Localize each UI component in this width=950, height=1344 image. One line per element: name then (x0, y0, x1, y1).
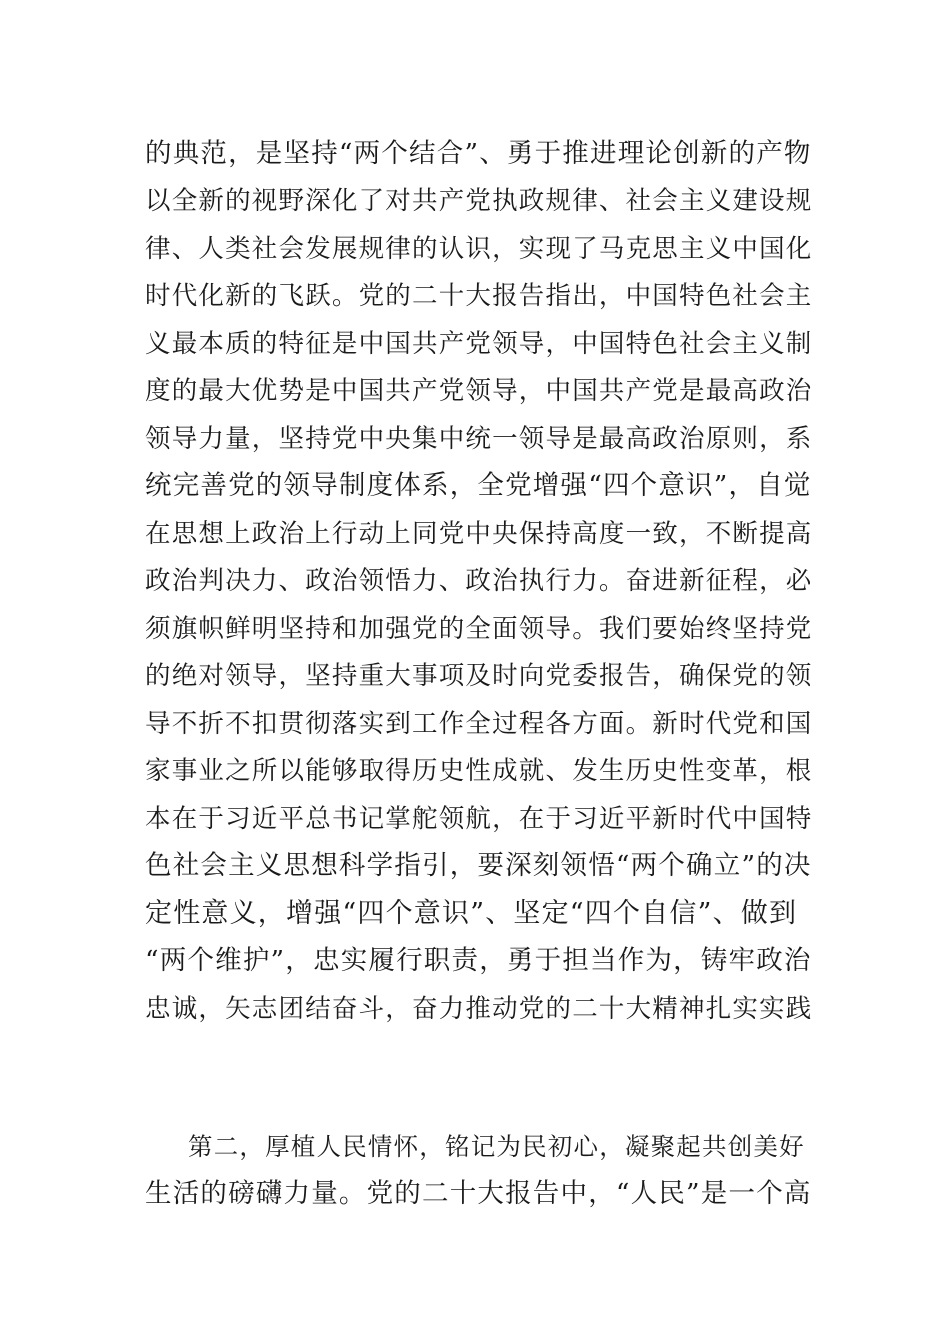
text-line: 家事业之所以能够取得历史性成就、发生历史性变革，根 (145, 756, 813, 786)
text-line: “两个维护”，忠实履行职责，勇于担当作为，铸牢政治 (145, 945, 812, 976)
text-line: 领导力量，坚持党中央集中统一领导是最高政治原则，系 (145, 424, 813, 454)
text-line: 政治判决力、政治领悟力、政治执行力。奋进新征程，必 (145, 566, 813, 596)
text-line: 导不折不扣贯彻落实到工作全过程各方面。新时代党和国 (145, 709, 813, 739)
text-line: 度的最大优势是中国共产党领导，中国共产党是最高政治 (145, 376, 813, 406)
text-line: 须旗帜鲜明坚持和加强党的全面领导。我们要始终坚持党 (145, 614, 813, 644)
text-line: 时代化新的飞跃。党的二十大报告指出，中国特色社会主 (145, 281, 813, 311)
text-line: 统完善党的领导制度体系，全党增强“四个意识”，自觉 (145, 470, 812, 501)
text-line: 色社会主义思想科学指引，要深刻领悟“两个确立”的决 (145, 850, 812, 881)
text-line: 义最本质的特征是中国共产党领导，中国特色社会主义制 (145, 329, 813, 359)
text-line: 第二，厚植人民情怀，铭记为民初心，凝聚起共创美好 (188, 1132, 805, 1161)
text-line: 本在于习近平总书记掌舵领航，在于习近平新时代中国特 (145, 804, 813, 834)
text-line: 以全新的视野深化了对共产党执政规律、社会主义建设规 (145, 186, 813, 216)
text-line: 律、人类社会发展规律的认识，实现了马克思主义中国化 (145, 234, 813, 264)
text-line: 生活的磅礴力量。党的二十大报告中，“人民”是一个高 (145, 1178, 812, 1209)
text-line: 的绝对领导，坚持重大事项及时向党委报告，确保党的领 (145, 661, 813, 691)
text-line: 在思想上政治上行动上同党中央保持高度一致，不断提高 (145, 519, 813, 549)
text-line: 忠诚，矢志团结奋斗，奋力推动党的二十大精神扎实实践 (145, 994, 813, 1024)
text-line: 定性意义，增强“四个意识”、坚定“四个自信”、做到 (145, 898, 798, 929)
text-line: 的典范，是坚持“两个结合”、勇于推进理论创新的产物 (145, 138, 812, 169)
